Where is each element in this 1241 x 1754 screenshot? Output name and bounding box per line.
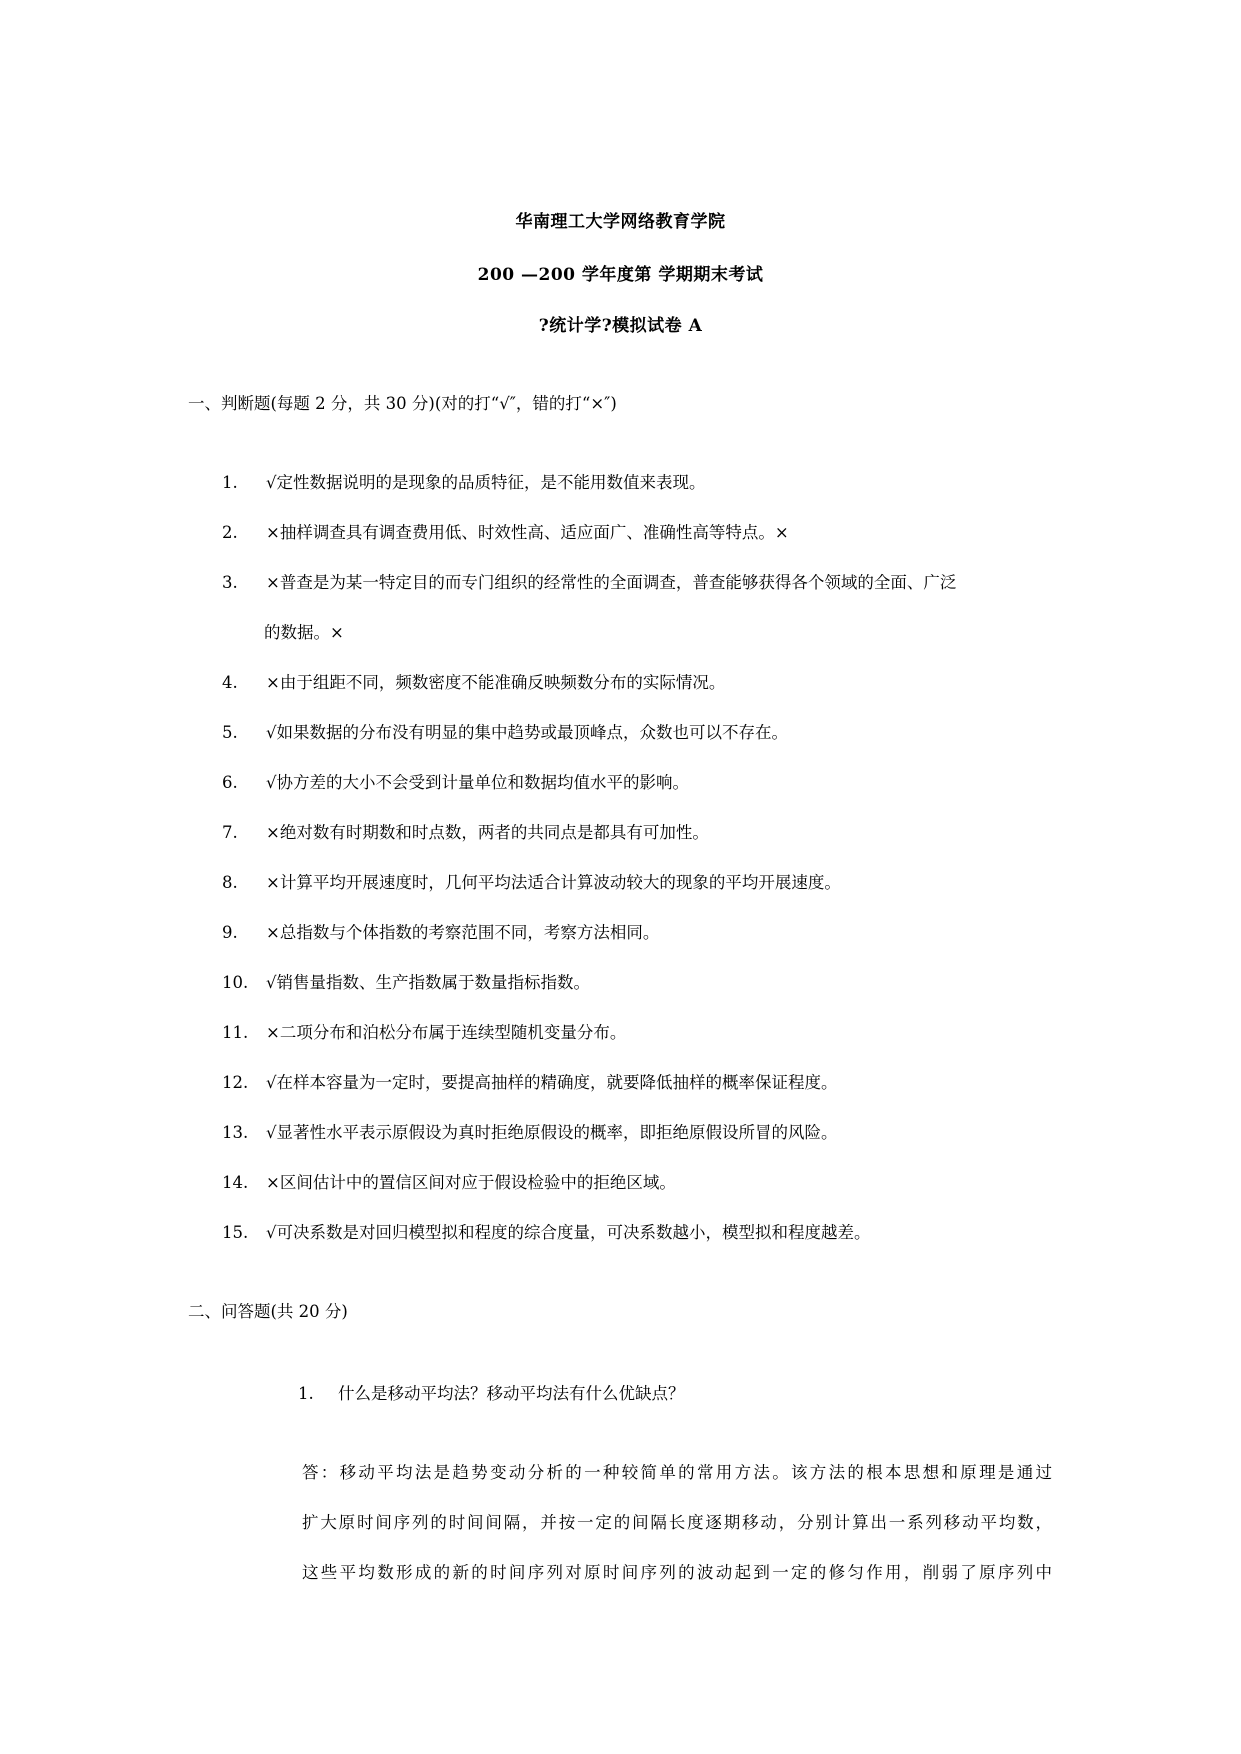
list-item [222, 769, 1082, 793]
item-text: ×抽样调查具有调查费用低、时效性高、适应面广、准确性高等特点。× [266, 523, 789, 542]
list-item [222, 1169, 1082, 1193]
list-item [222, 869, 1082, 893]
item-text: √如果数据的分布没有明显的集中趋势或最顶峰点，众数也可以不存在。 [266, 723, 789, 742]
item-text: √销售量指数、生产指数属于数量指标指数。 [266, 973, 591, 992]
list-item [222, 519, 1082, 543]
list-item [222, 969, 1082, 993]
item-number: 1. [222, 473, 238, 492]
list-item [222, 569, 1082, 593]
item-number: 6. [222, 773, 238, 792]
item-number: 8. [222, 873, 238, 892]
list-item [222, 819, 1082, 843]
item-text: ×总指数与个体指数的考察范围不同，考察方法相同。 [266, 923, 660, 942]
section-1-heading: 一、判断题(每题 2 分，共 30 分)(对的打“√″，错的打“×″) [188, 394, 617, 413]
list-item [222, 1069, 1082, 1093]
item-number: 7. [222, 823, 238, 842]
list-item [222, 1019, 1082, 1043]
question-text: 什么是移动平均法？移动平均法有什么优缺点？ [338, 1384, 685, 1403]
item-number: 2. [222, 523, 238, 542]
list-item [222, 719, 1082, 743]
item-number: 14. [222, 1173, 249, 1192]
item-number: 4. [222, 673, 238, 692]
question-number: 1. [298, 1384, 314, 1403]
item-text: ×绝对数有时期数和时点数，两者的共同点是都具有可加性。 [266, 823, 709, 842]
item-number: 12. [222, 1073, 249, 1092]
item-number: 10. [222, 973, 249, 992]
item-text: ×二项分布和泊松分布属于连续型随机变量分布。 [266, 1023, 627, 1042]
item-text: ×计算平均开展速度时，几何平均法适合计算波动较大的现象的平均开展速度。 [266, 873, 841, 892]
item-number: 9. [222, 923, 238, 942]
item-number: 13. [222, 1123, 249, 1142]
list-item [222, 1119, 1082, 1143]
item-text: ×普查是为某一特定目的而专门组织的经常性的全面调查，普查能够获得各个领域的全面、广泛 [266, 573, 957, 592]
section-2-heading: 二、问答题(共 20 分) [188, 1302, 348, 1321]
item-text: √显著性水平表示原假设为真时拒绝原假设的概率，即拒绝原假设所冒的风险。 [266, 1123, 838, 1142]
item-text-continuation: 的数据。× [264, 623, 344, 642]
list-item [222, 1219, 1082, 1243]
exam-title: ?统计学?模拟试卷 A [538, 316, 703, 336]
item-text: √在样本容量为一定时，要提高抽样的精确度，就要降低抽样的概率保证程度。 [266, 1073, 838, 1092]
item-text: ×由于组距不同，频数密度不能准确反映频数分布的实际情况。 [266, 673, 726, 692]
item-number: 11. [222, 1023, 249, 1042]
item-number: 5. [222, 723, 238, 742]
item-number: 3. [222, 573, 238, 592]
answer-line: 答：移动平均法是趋势变动分析的一种较简单的常用方法。该方法的根本思想和原理是通过 [302, 1463, 1052, 1482]
term-title: 200 —200 学年度第 学期期末考试 [477, 265, 764, 285]
list-item [222, 669, 1082, 693]
answer-line: 这些平均数形成的新的时间序列对原时间序列的波动起到一定的修匀作用，削弱了原序列中 [302, 1563, 1052, 1582]
answer-line: 扩大原时间序列的时间间隔，并按一定的间隔长度逐期移动，分别计算出一系列移动平均数， [302, 1513, 1052, 1532]
question [298, 1380, 685, 1404]
item-number: 15. [222, 1223, 249, 1242]
item-text: ×区间估计中的置信区间对应于假设检验中的拒绝区域。 [266, 1173, 676, 1192]
list-item [222, 919, 1082, 943]
item-text: √定性数据说明的是现象的品质特征，是不能用数值来表现。 [266, 473, 706, 492]
item-text: √可决系数是对回归模型拟和程度的综合度量，可决系数越小，模型拟和程度越差。 [266, 1223, 871, 1242]
item-text: √协方差的大小不会受到计量单位和数据均值水平的影响。 [266, 773, 690, 792]
list-item [222, 469, 1082, 493]
school-title: 华南理工大学网络教育学院 [515, 212, 726, 232]
